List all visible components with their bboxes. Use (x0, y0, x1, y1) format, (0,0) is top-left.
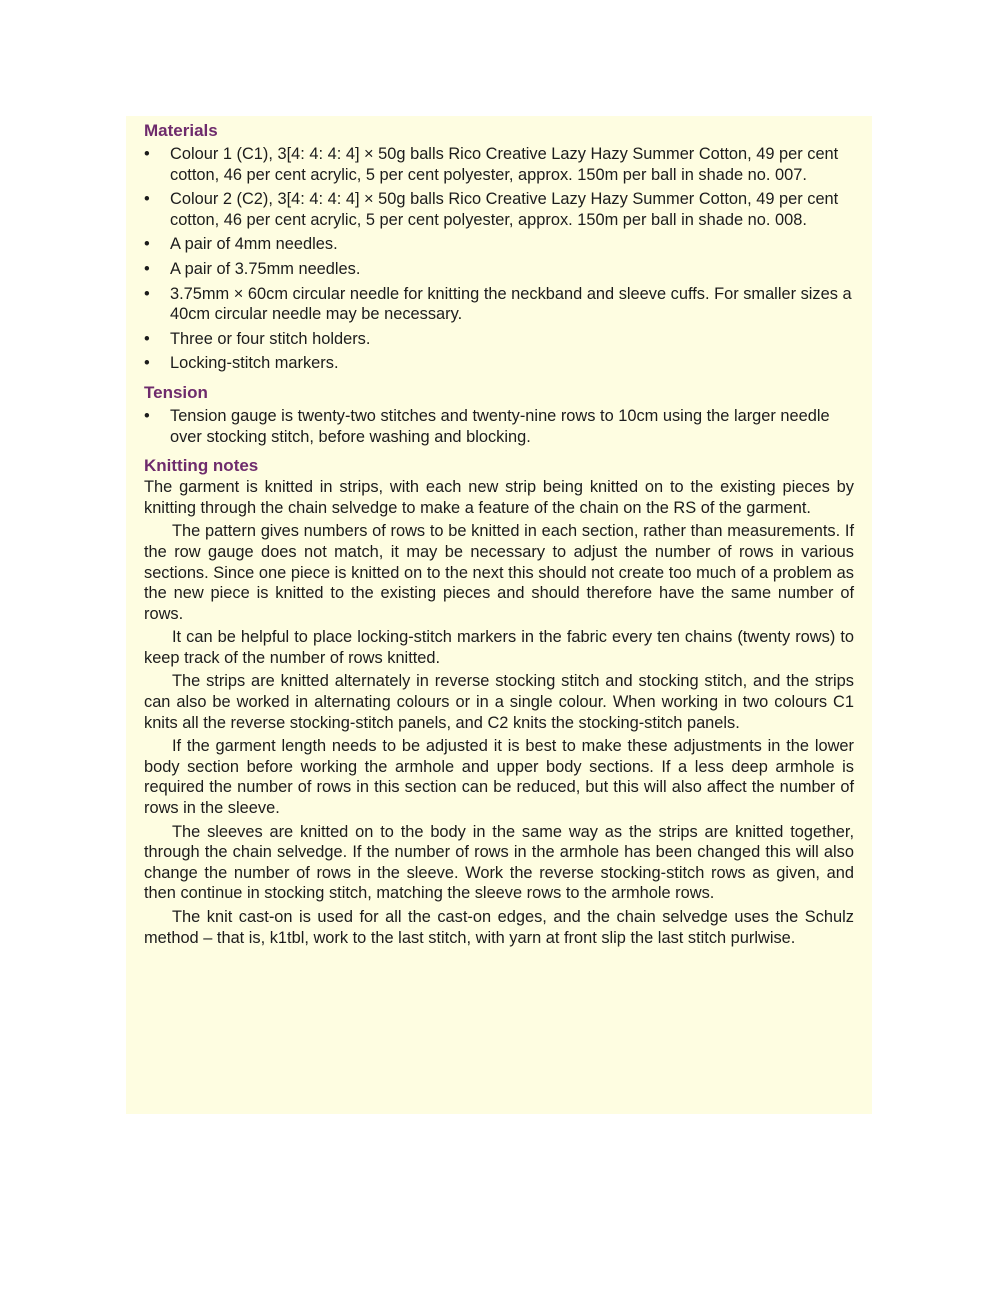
list-item (144, 353, 854, 374)
materials-heading: Materials (144, 121, 218, 140)
list-item (144, 189, 854, 230)
paragraph: The strips are knitted alternately in reverse stocking stitch and stocking stitch, and the strips can also be worked in alternating colours or in a single colour. When working in two colours C1 knits all the reverse stocking-stitch panels, and C2 knits the stocking-stitch panels. (144, 672, 854, 732)
paragraph: It can be helpful to place locking-stitch markers in the fabric every ten chains (twenty rows) to keep track of the number of rows knitted. (144, 628, 854, 667)
list-item-text: Three or four stitch holders. (170, 329, 371, 348)
list-item-text: Tension gauge is twenty-two stitches and twenty-nine rows to 10cm using the larger needle over stocking stitch, before washing and blocking. (170, 406, 830, 446)
paragraph: The knit cast-on is used for all the cast-on edges, and the chain selvedge uses the Schulz method – that is, k1tbl, work to the last stitch, with yarn at front slip the last stitch purlwise. (144, 908, 854, 947)
paragraph: The garment is knitted in strips, with each new strip being knitted on to the existing pieces by knitting through the chain selvedge to make a feature of the chain on the RS of the garment. (144, 478, 854, 517)
paragraph: If the garment length needs to be adjusted it is best to make these adjustments in the lower body section before working the armhole and upper body sections. If a less deep armhole is required the number of rows in this section can be reduced, but this will also affect the number of rows in the sleeve. (144, 737, 854, 818)
bullet-icon: • (144, 190, 150, 209)
materials-list (144, 144, 854, 374)
list-item-text: Locking-stitch markers. (170, 354, 339, 373)
list-item (144, 406, 854, 447)
list-item (144, 144, 854, 185)
bullet-icon: • (144, 145, 150, 163)
list-item (144, 234, 854, 255)
list-item-text: A pair of 4mm needles. (170, 235, 338, 254)
bullet-icon: • (144, 406, 150, 425)
paragraph: The sleeves are knitted on to the body in the same way as the strips are knitted together, through the chain selvedge. If the number of rows in the armhole has been changed this will also change the number of rows in the sleeve. Work the reverse stocking-stitch rows as given, and then continue in stocking stitch, matching the sleeve rows to the armhole rows. (144, 822, 854, 903)
bullet-icon: • (144, 259, 150, 278)
list-item (144, 259, 854, 280)
tension-list (144, 406, 854, 447)
paragraph: The pattern gives numbers of rows to be knitted in each section, rather than measurements. If the row gauge does not match, it may be necessary to adjust the number of rows in various sections. Since one piece is knitted on to the next this should not create too much of a problem as the new piece is knitted to the existing pieces and should therefore have the same number of rows. (144, 522, 854, 623)
list-item (144, 284, 854, 325)
bullet-icon: • (144, 354, 150, 373)
list-item-text: Colour 1 (C1), 3[4: 4: 4: 4] × 50g balls Rico Creative Lazy Hazy Summer Cotton, 49 per cent cotton, 46 per cent acrylic, 5 per cent polyester, approx. 150m per ball in shade no. 007. (170, 145, 839, 184)
list-item-text: Colour 2 (C2), 3[4: 4: 4: 4] × 50g balls Rico Creative Lazy Hazy Summer Cotton, 49 per cent cotton, 46 per cent acrylic, 5 per cent polyester, approx. 150m per ball in shade no. 008. (170, 190, 839, 229)
bullet-icon: • (144, 235, 150, 254)
content-panel (126, 116, 872, 1114)
list-item-text: 3.75mm × 60cm circular needle for knitting the neckband and sleeve cuffs. For smaller sizes a 40cm circular needle may be necessary. (170, 284, 852, 324)
bullet-icon: • (144, 284, 150, 303)
knitting-notes-heading: Knitting notes (144, 456, 259, 476)
tension-heading: Tension (144, 382, 208, 402)
list-item-text: A pair of 3.75mm needles. (170, 259, 361, 278)
bullet-icon: • (144, 329, 150, 348)
list-item (144, 329, 854, 350)
